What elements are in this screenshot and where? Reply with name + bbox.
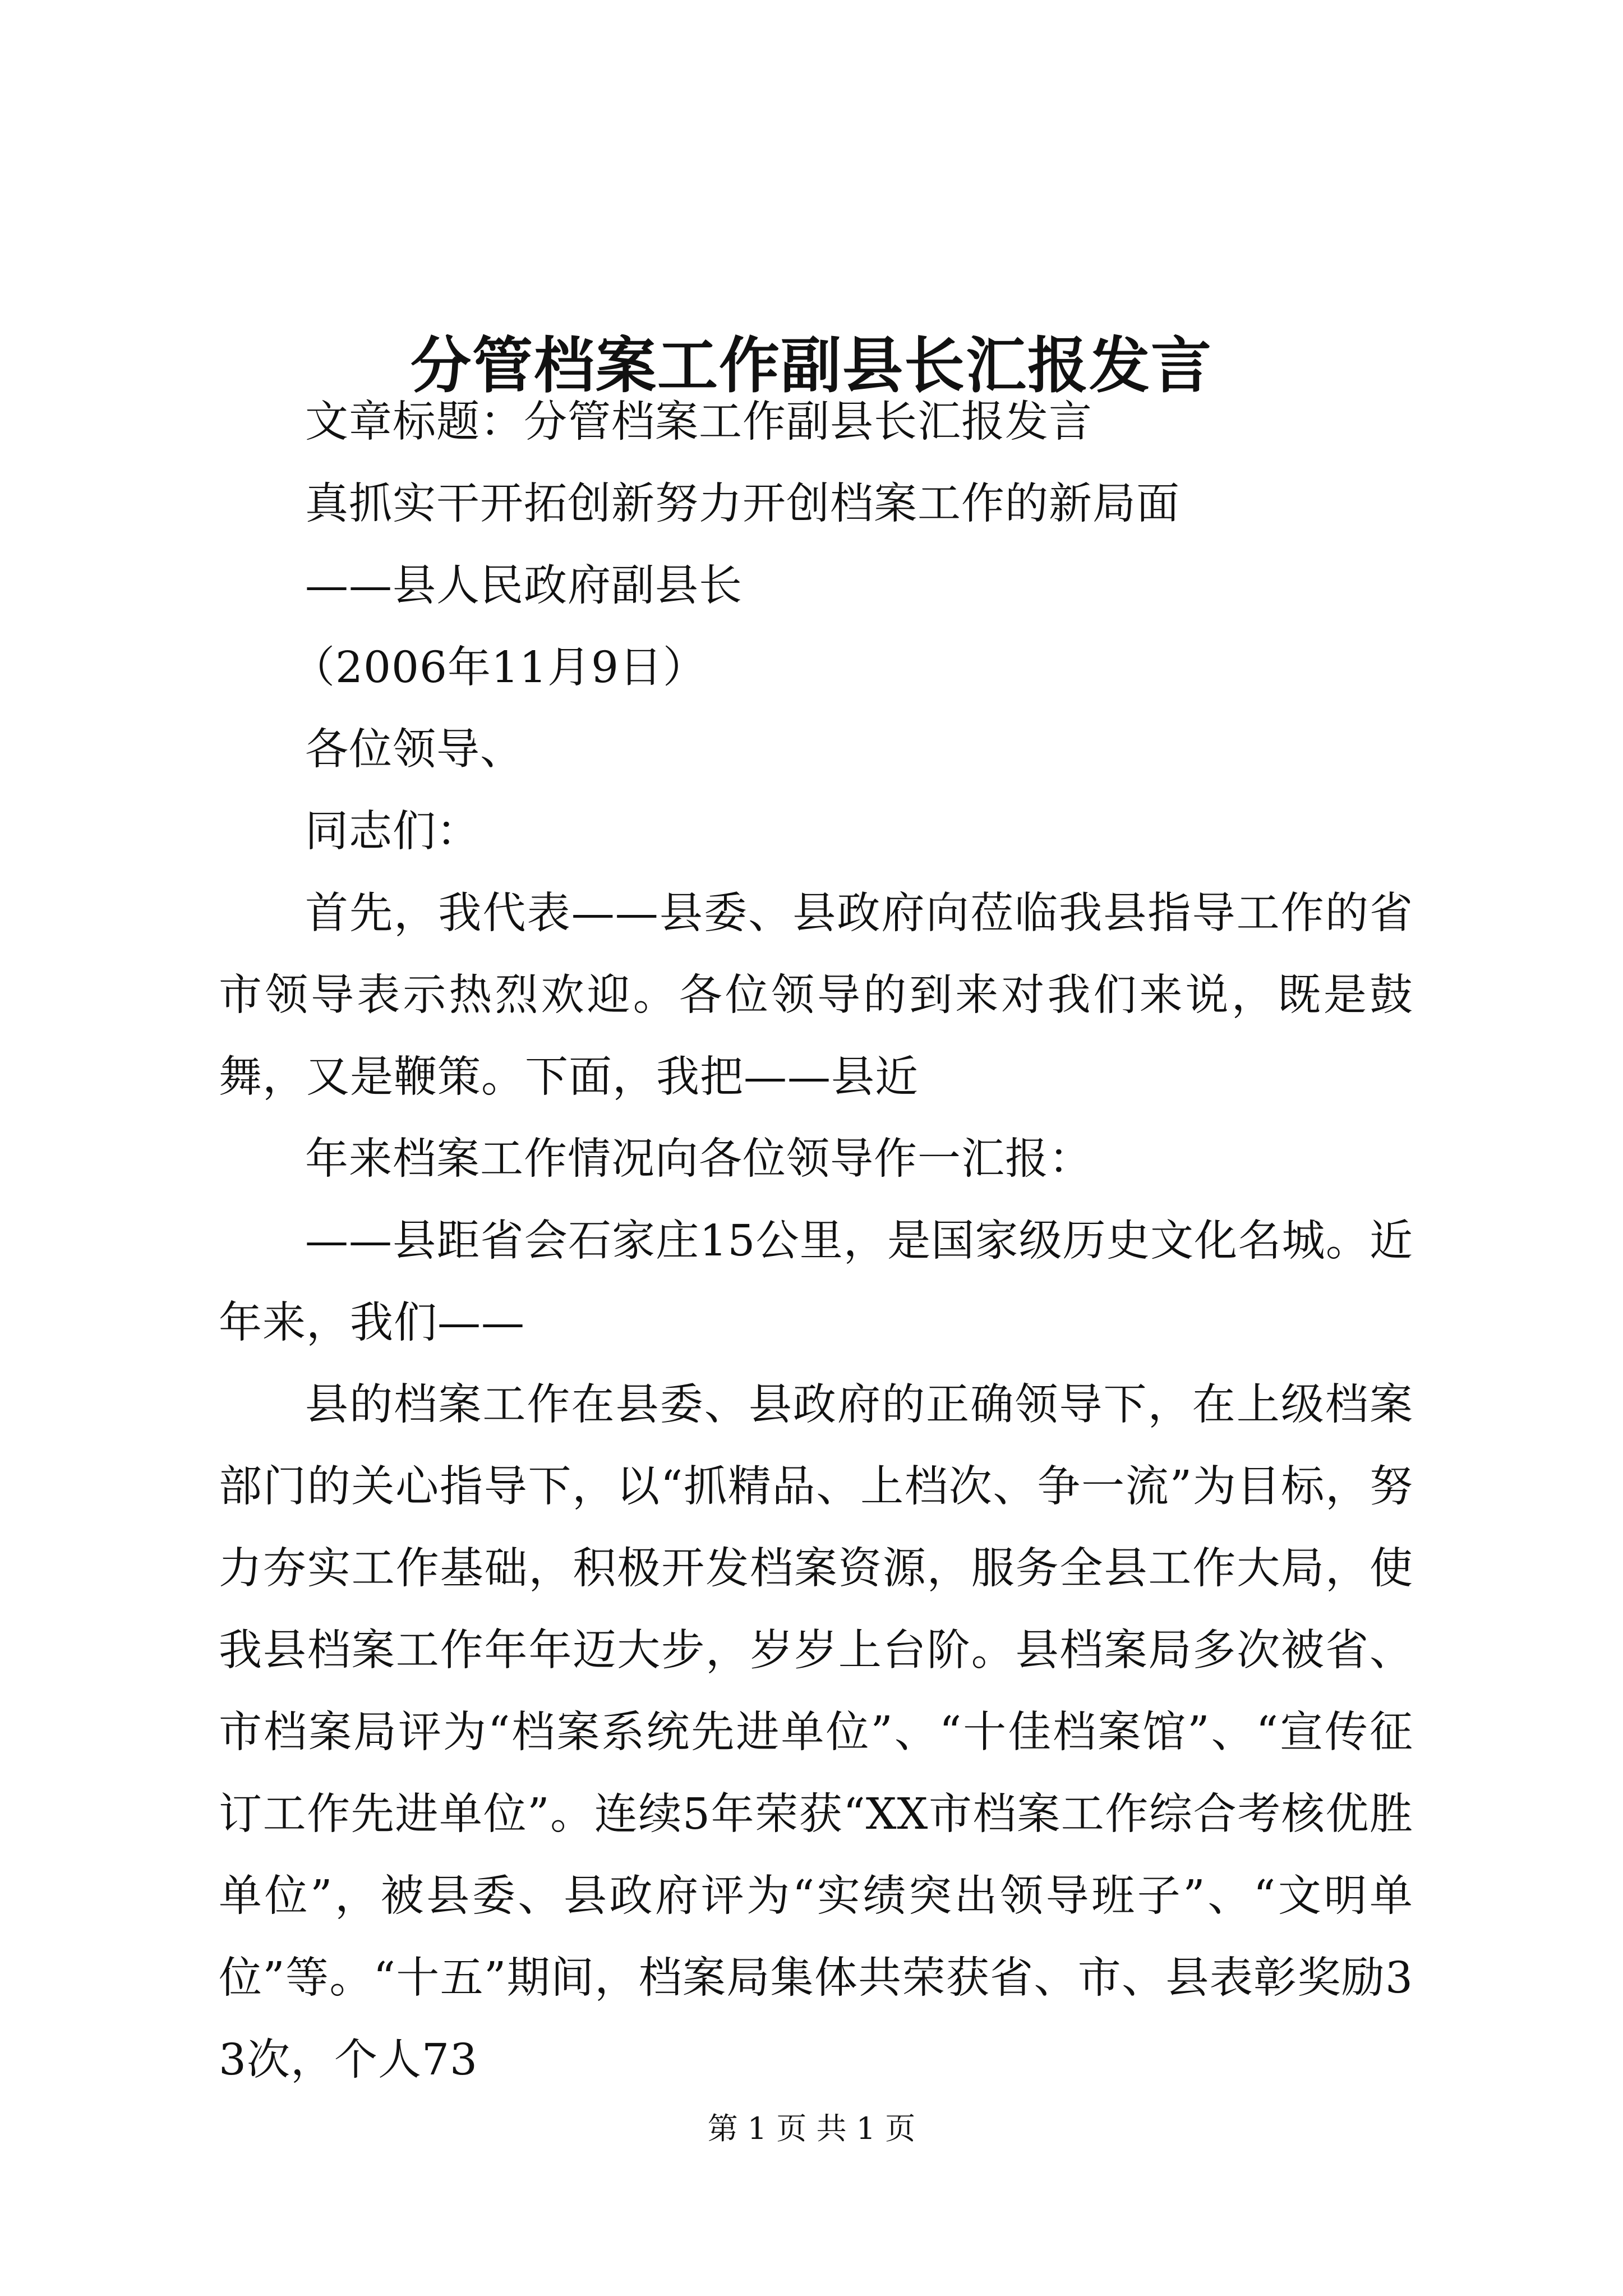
article-title-line: 文章标题：分管档案工作副县长汇报发言 xyxy=(305,397,1092,447)
salutation-comrades: 同志们： xyxy=(305,807,480,857)
paragraph-county-intro: ——县距省会石家庄15公里，是国家级历史文化名城。近年来，我们—— xyxy=(219,1216,1413,1348)
document-title: 分管档案工作副县长汇报发言 xyxy=(410,330,1212,402)
speaker-line: ——县人民政府副县长 xyxy=(305,561,743,611)
document-body xyxy=(219,381,1413,2101)
paragraph-achievements: 县的档案工作在县委、县政府的正确领导下，在上级档案部门的关心指导下，以“抓精品、上档次、争一流”为目标，努力夯实工作基础，积极开发档案资源，服务全县工作大局，使我县档案工作年年迈大步，岁岁上台阶。县档案局多次被省、市档案局评为“档案系统先进单位”、“十佳档案馆”、“宣传征订工作先进单位”。连续5年荣获“XX市档案工作综合考核优胜单位”，被县委、县政府评为“实绩突出领导班子”、“文明单位”等。“十五”期间，档案局集体共荣获省、市、县表彰奖励33次，个人73 xyxy=(219,1380,1413,2085)
paragraph-welcome: 首先，我代表——县委、县政府向莅临我县指导工作的省市领导表示热烈欢迎。各位领导的到来对我们来说，既是鼓舞，又是鞭策。下面，我把——县近 xyxy=(219,889,1413,1102)
paragraph-report-intro: 年来档案工作情况向各位领导作一汇报： xyxy=(305,1134,1092,1184)
speech-headline: 真抓实干开拓创新努力开创档案工作的新局面 xyxy=(305,479,1180,529)
date-line: （2006年11月9日） xyxy=(292,643,707,693)
page-footer: 第 1 页 共 1 页 xyxy=(707,2111,916,2146)
salutation-leaders: 各位领导、 xyxy=(305,725,524,775)
